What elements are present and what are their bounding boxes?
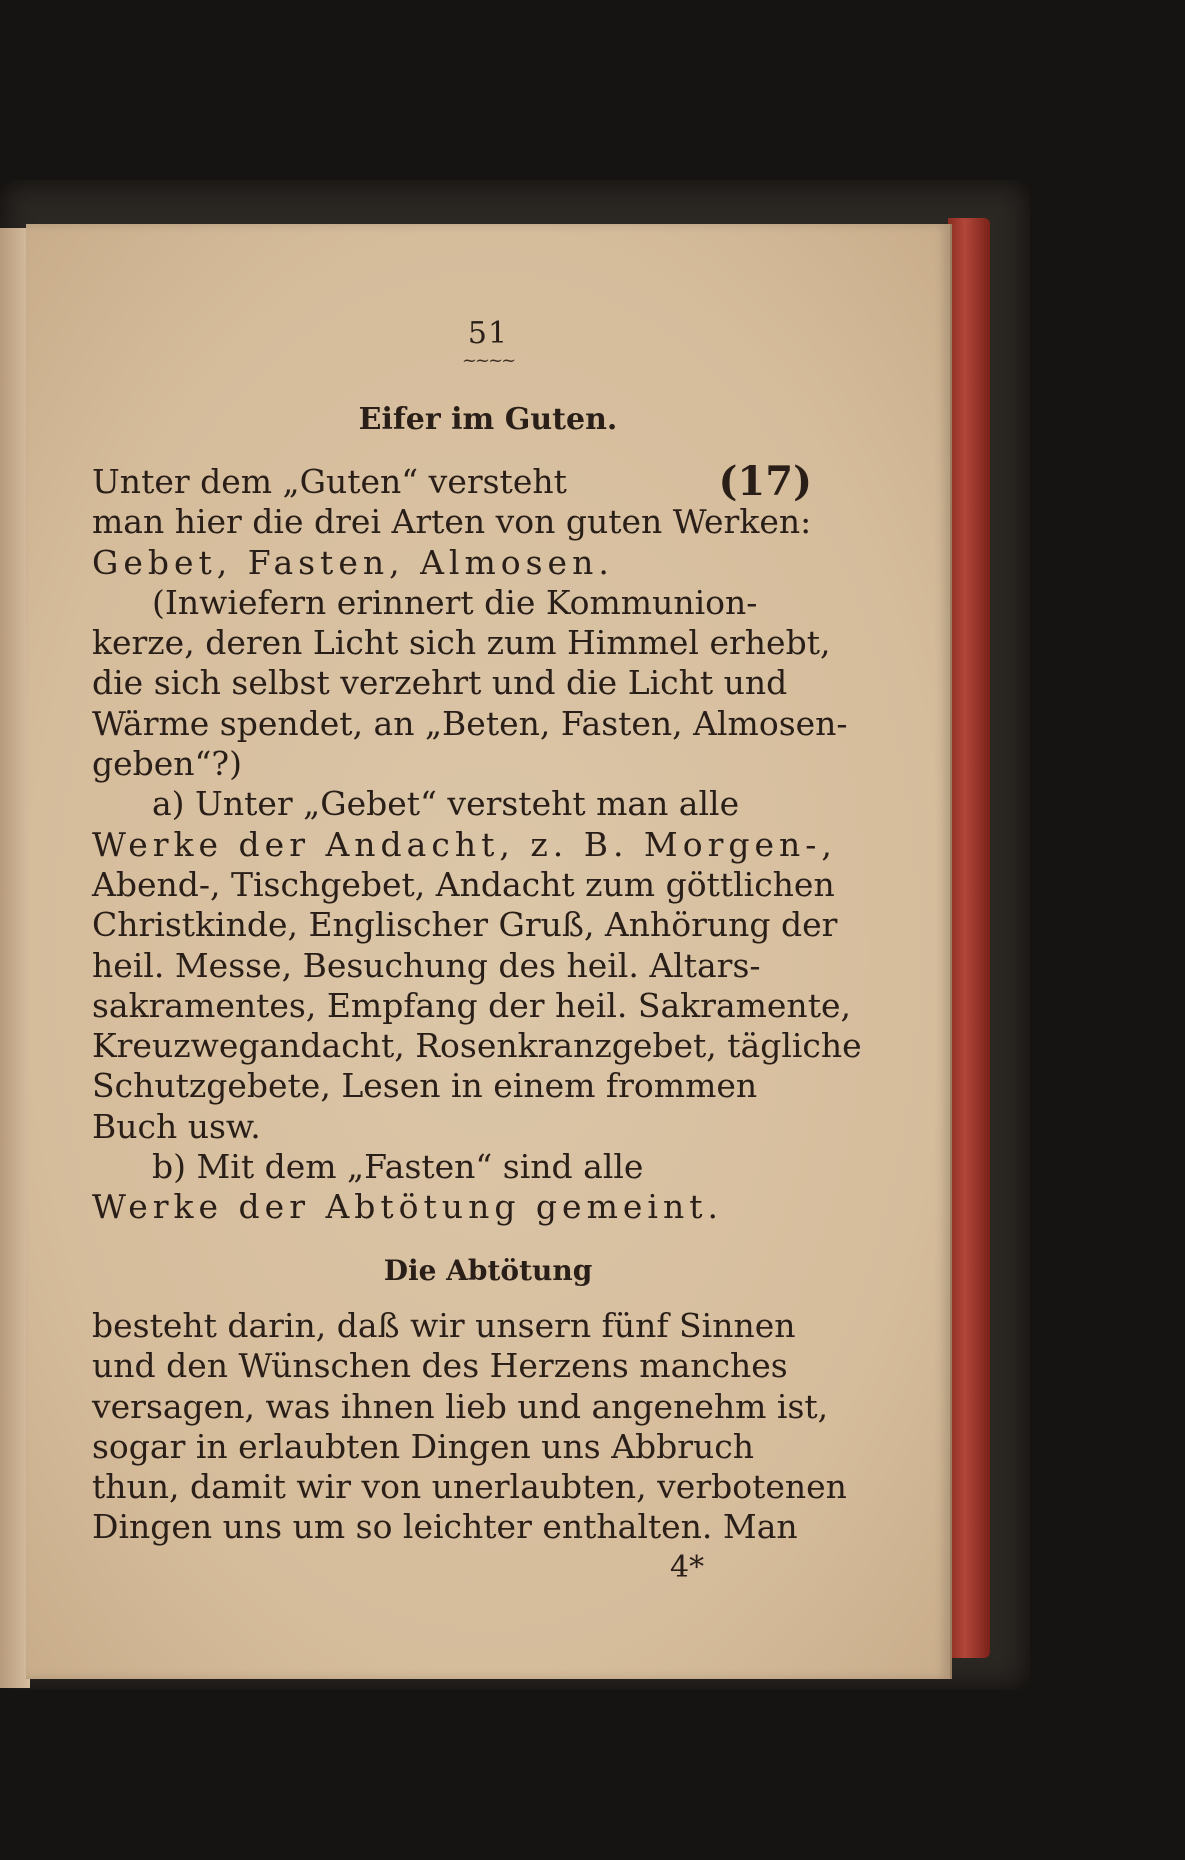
page-number-ornament: ~~~~	[461, 350, 515, 371]
text-line-with-margin-number	[92, 458, 812, 505]
text-line: Schutzgebete, Lesen in einem frommen	[92, 1066, 758, 1106]
book-page	[26, 224, 950, 1679]
text-line: Gebet, Fasten, Almosen.	[92, 542, 614, 582]
text-line: die sich selbst verzehrt und die Licht und	[92, 663, 788, 703]
signature-mark: 4*	[670, 1550, 705, 1585]
text-line: Werke der Abtötung gemeint.	[92, 1187, 723, 1227]
text-line: Christkinde, Englischer Gruß, Anhörung der	[92, 905, 838, 945]
text-line: besteht darin, daß wir unsern fünf Sinnen	[92, 1306, 796, 1345]
text-line: und den Wünschen des Herzens manches	[92, 1346, 788, 1386]
subheading: Die Abtötung	[383, 1254, 593, 1287]
page-number: 51	[467, 316, 509, 351]
text-line: Buch usw.	[92, 1106, 261, 1146]
text-line: Wärme spendet, an „Beten, Fasten, Almosen-	[92, 703, 848, 743]
text-line: b) Mit dem „Fasten“ sind alle	[152, 1147, 644, 1187]
main-text-continued	[92, 1306, 847, 1548]
text-line: Unter dem „Guten“ versteht	[92, 462, 567, 501]
text-line: Abend-, Tischgebet, Andacht zum göttlichen	[92, 864, 835, 904]
text-line: a) Unter „Gebet“ versteht man alle	[152, 784, 740, 824]
main-text	[92, 458, 862, 1228]
text-line: man hier die drei Arten von guten Werken:	[92, 502, 812, 542]
text-line: sogar in erlaubten Dingen uns Abbruch	[92, 1426, 755, 1466]
text-line: Kreuzwegandacht, Rosenkranzgebet, tägliche	[92, 1026, 862, 1066]
text-line: versagen, was ihnen lieb und angenehm ist,	[92, 1386, 829, 1426]
text-line: kerze, deren Licht sich zum Himmel erhebt,	[92, 623, 831, 663]
text-line: geben“?)	[92, 744, 242, 784]
marginal-number: (17)	[718, 458, 812, 505]
red-page-edge	[948, 218, 990, 1658]
text-line: Dingen uns um so leichter enthalten. Man	[92, 1507, 798, 1547]
text-line: thun, damit wir von unerlaubten, verbotenen	[92, 1467, 847, 1507]
text-line: heil. Messe, Besuchung des heil. Altars-	[92, 945, 761, 985]
section-title: Eifer im Guten.	[358, 402, 618, 437]
text-line: Werke der Andacht, z. B. Morgen-,	[92, 824, 837, 864]
text-line: sakramentes, Empfang der heil. Sakramente,	[92, 985, 851, 1025]
text-line: (Inwiefern erinnert die Kommunion-	[152, 582, 758, 622]
